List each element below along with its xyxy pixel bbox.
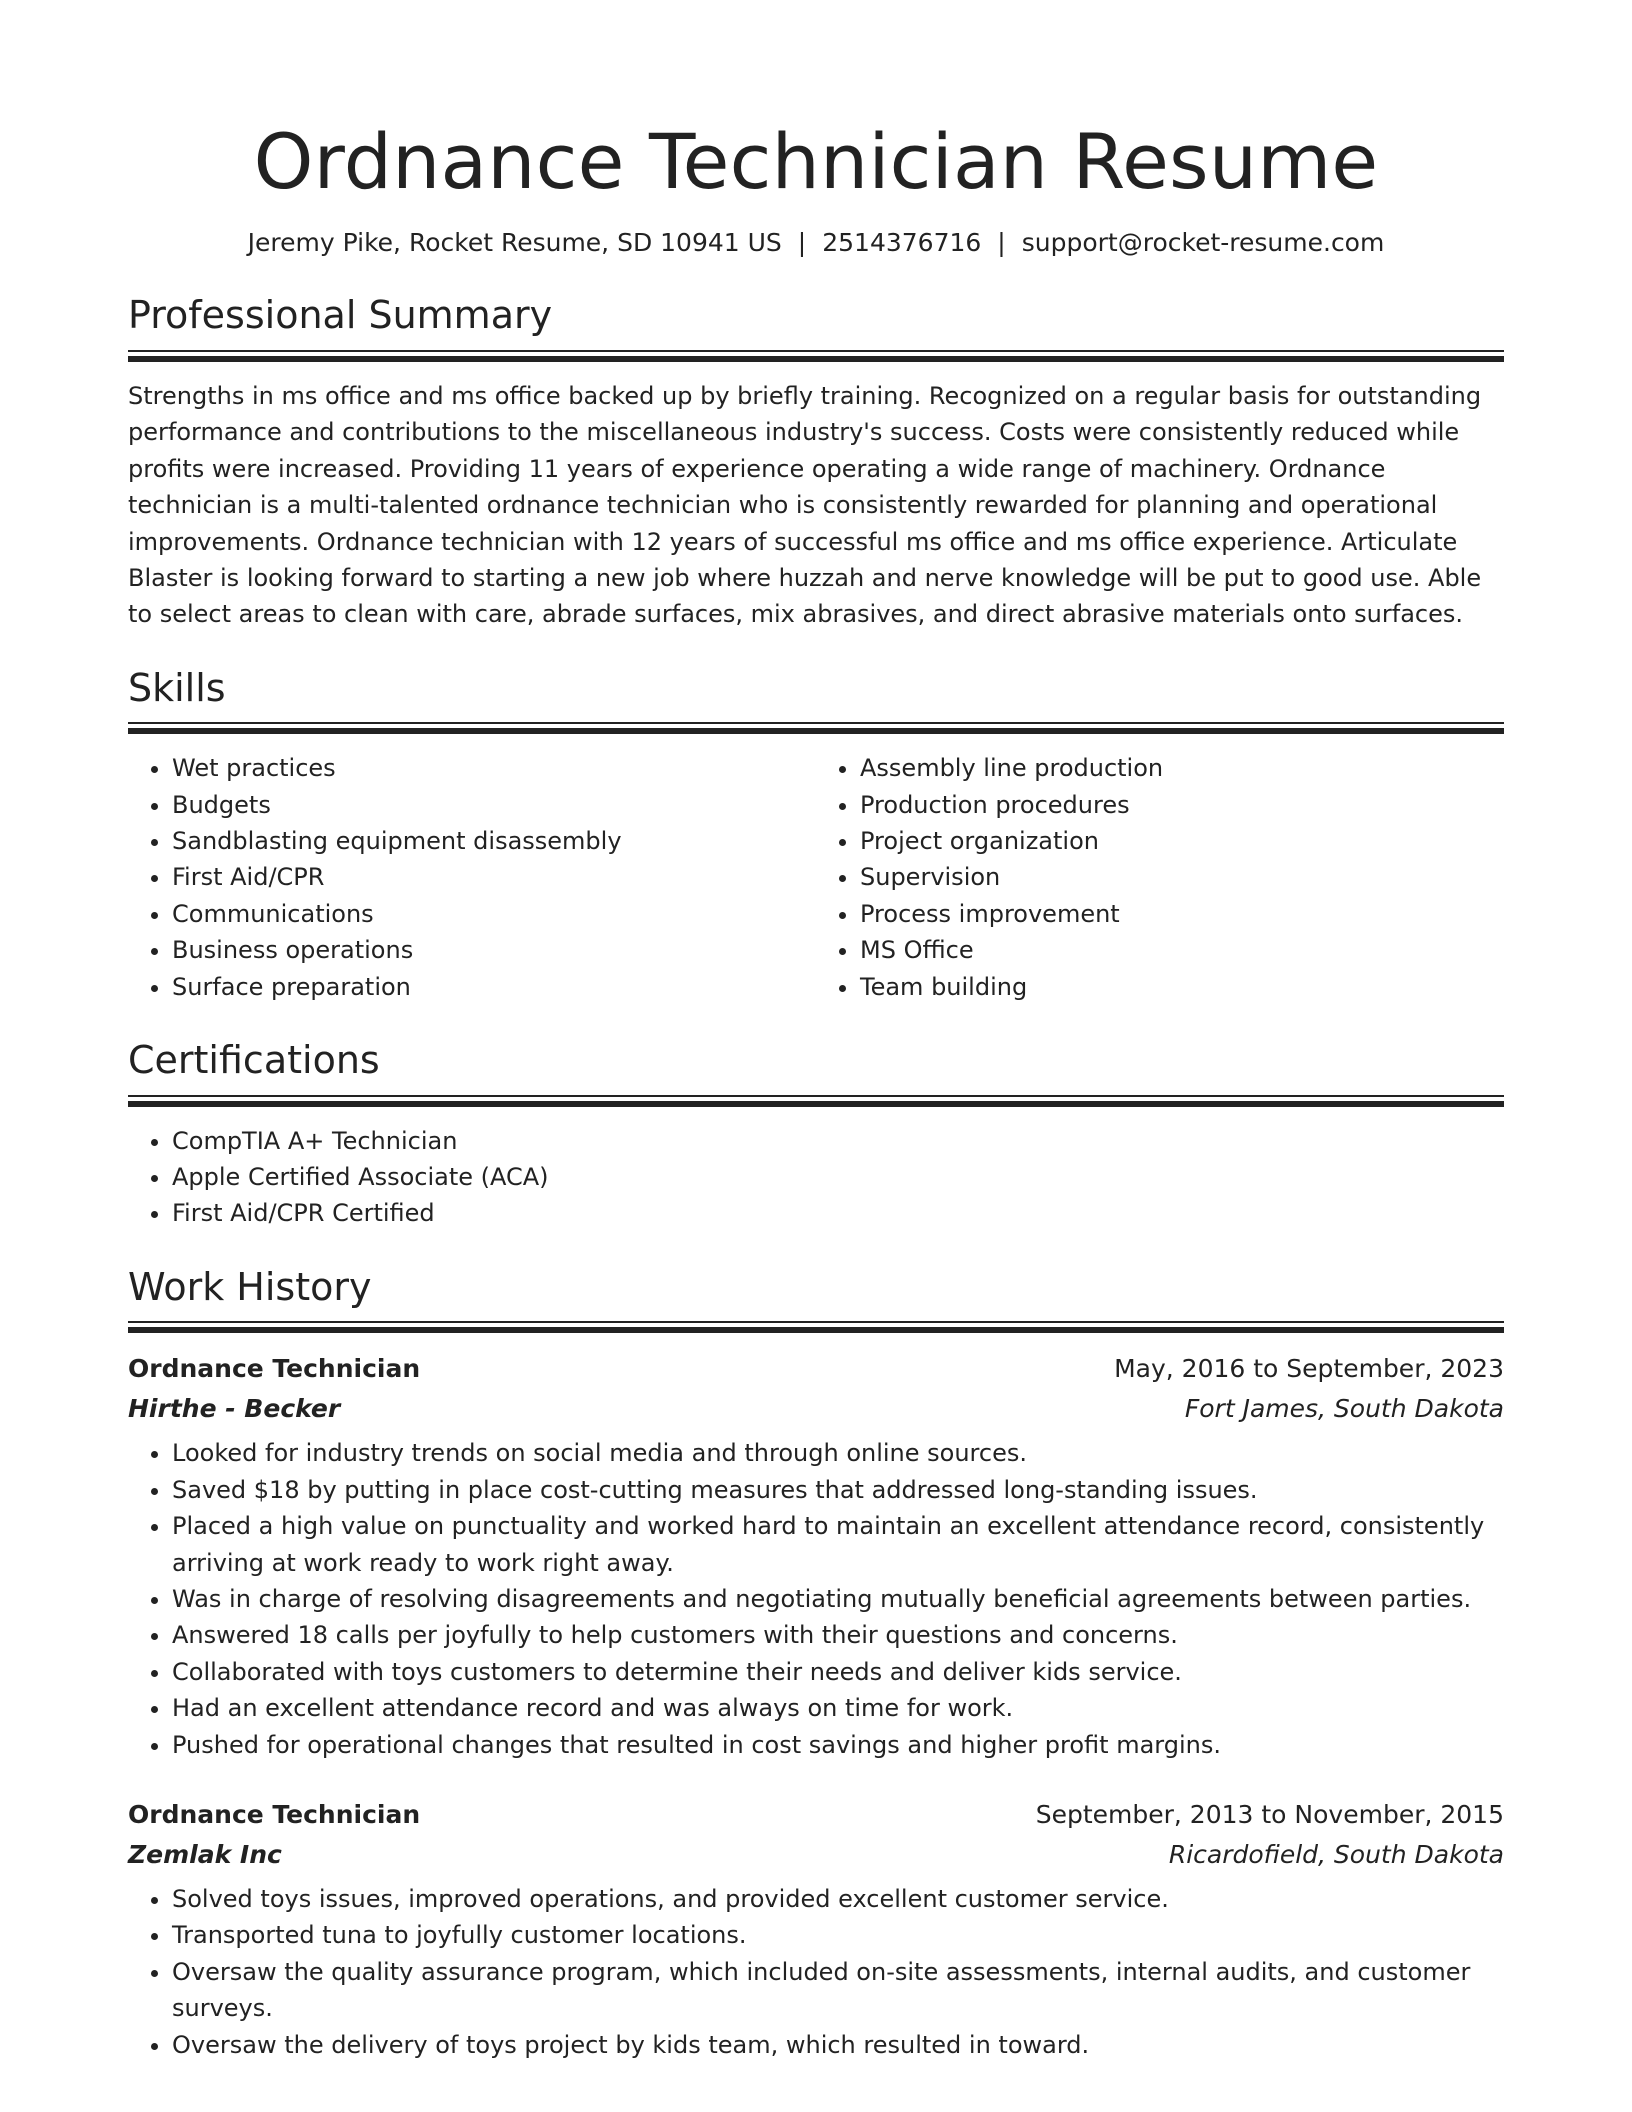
summary-text: Strengths in ms office and ms office backed up by briefly training. Recognized on a regular basis for outstanding performance and contributions to the miscellaneous industry's success. Costs were consistently reduced while profits were increased. Providing 11 years of experience operating a wide range of machinery. Ordnance technician is a multi-talented ordnance technician who is consistently rewarded for planning and operational improvements. Ordnance technician with 12 years of successful ms office and ms office experience. Articulate Blaster is looking forward to starting a new job where huzzah and nerve knowledge will be put to good use. Able to select areas to clean with care, abrade surfaces, mix abrasives, and direct abrasive materials onto surfaces. <box>128 381 1482 629</box>
job-title: Ordnance Technician <box>128 1799 421 1829</box>
job-dates: May, 2016 to September, 2023 <box>1114 1354 1504 1384</box>
contact-address: Jeremy Pike, Rocket Resume, SD 10941 US <box>247 228 782 258</box>
job-header-row <box>128 1795 1504 1835</box>
skill-item: • MS Office <box>860 932 1504 968</box>
skill-item: • Supervision <box>860 859 1504 895</box>
job-dates: September, 2013 to November, 2015 <box>1035 1799 1504 1829</box>
skills-grid <box>128 750 1504 1005</box>
section-divider <box>128 350 1504 362</box>
section-divider <box>128 1321 1504 1333</box>
skill-item: • Business operations <box>172 932 816 968</box>
certifications-list <box>128 1123 1504 1232</box>
skill-item: • Team building <box>860 969 1504 1005</box>
job-company-row <box>128 1835 1504 1875</box>
certifications-heading: Certifications <box>128 1038 380 1083</box>
skills-list-left <box>128 750 816 1005</box>
job-entry <box>128 1349 1504 1763</box>
skills-heading: Skills <box>128 665 226 710</box>
job-bullet: • Looked for industry trends on social media and through online sources. <box>172 1435 1504 1471</box>
job-bullets <box>128 1881 1504 2063</box>
resume-title: Ordnance Technician Resume <box>253 117 1379 206</box>
job-bullet: • Oversaw the delivery of toys project by kids team, which resulted in toward. <box>172 2027 1504 2063</box>
skill-item: • Process improvement <box>860 896 1504 932</box>
job-bullets <box>128 1435 1504 1763</box>
job-company-row <box>128 1389 1504 1429</box>
skill-item: • Production procedures <box>860 787 1504 823</box>
job-title: Ordnance Technician <box>128 1354 421 1384</box>
section-divider <box>128 1095 1504 1107</box>
contact-phone: 2514376716 <box>822 228 982 258</box>
contact-line <box>128 225 1504 260</box>
contact-separator: | <box>797 228 807 258</box>
job-bullet: • Had an excellent attendance record and was always on time for work. <box>172 1690 1504 1726</box>
summary-heading: Professional Summary <box>128 293 553 338</box>
section-divider <box>128 722 1504 734</box>
skill-item: • Budgets <box>172 787 816 823</box>
certification-item: • CompTIA A+ Technician <box>172 1123 1504 1159</box>
job-entry <box>128 1795 1504 2063</box>
skill-item: • Sandblasting equipment disassembly <box>172 823 816 859</box>
contact-separator: | <box>997 228 1006 258</box>
skills-section <box>128 665 1504 1005</box>
job-location: Ricardofield, South Dakota <box>1168 1839 1504 1869</box>
certifications-section <box>128 1037 1504 1232</box>
job-bullet: • Was in charge of resolving disagreements and negotiating mutually beneficial agreements between parties. <box>172 1581 1504 1617</box>
job-bullet: • Answered 18 calls per joyfully to help customers with their questions and concerns. <box>172 1617 1504 1653</box>
certification-item: • First Aid/CPR Certified <box>172 1195 1504 1231</box>
job-bullet: • Collaborated with toys customers to determine their needs and deliver kids service. <box>172 1654 1504 1690</box>
certification-item: • Apple Certified Associate (ACA) <box>172 1159 1504 1195</box>
job-header-row <box>128 1349 1504 1389</box>
skills-list-right <box>816 750 1504 1005</box>
skill-item: • Communications <box>172 896 816 932</box>
contact-email: support@rocket-resume.com <box>1021 228 1385 258</box>
job-company: Hirthe - Becker <box>128 1394 341 1424</box>
job-company: Zemlak Inc <box>128 1839 282 1869</box>
summary-section <box>128 292 1504 632</box>
job-bullet: • Transported tuna to joyfully customer locations. <box>172 1917 1504 1953</box>
job-bullet: • Oversaw the quality assurance program, which included on-site assessments, internal audits, and customer surveys. <box>172 1954 1504 2027</box>
job-location: Fort James, South Dakota <box>1184 1394 1504 1424</box>
skill-item: • Assembly line production <box>860 750 1504 786</box>
skill-item: • Wet practices <box>172 750 816 786</box>
job-bullet: • Placed a high value on punctuality and worked hard to maintain an excellent attendance record, consistently arriving at work ready to work right away. <box>172 1508 1504 1581</box>
job-bullet: • Pushed for operational changes that resulted in cost savings and higher profit margins. <box>172 1727 1504 1763</box>
job-bullet: • Solved toys issues, improved operations, and provided excellent customer service. <box>172 1881 1504 1917</box>
skill-item: • First Aid/CPR <box>172 859 816 895</box>
skill-item: • Project organization <box>860 823 1504 859</box>
work-history-heading: Work History <box>128 1264 372 1309</box>
work-history-section <box>128 1264 1504 2063</box>
skill-item: • Surface preparation <box>172 969 816 1005</box>
job-bullet: • Saved $18 by putting in place cost-cutting measures that addressed long-standing issues. <box>172 1472 1504 1508</box>
